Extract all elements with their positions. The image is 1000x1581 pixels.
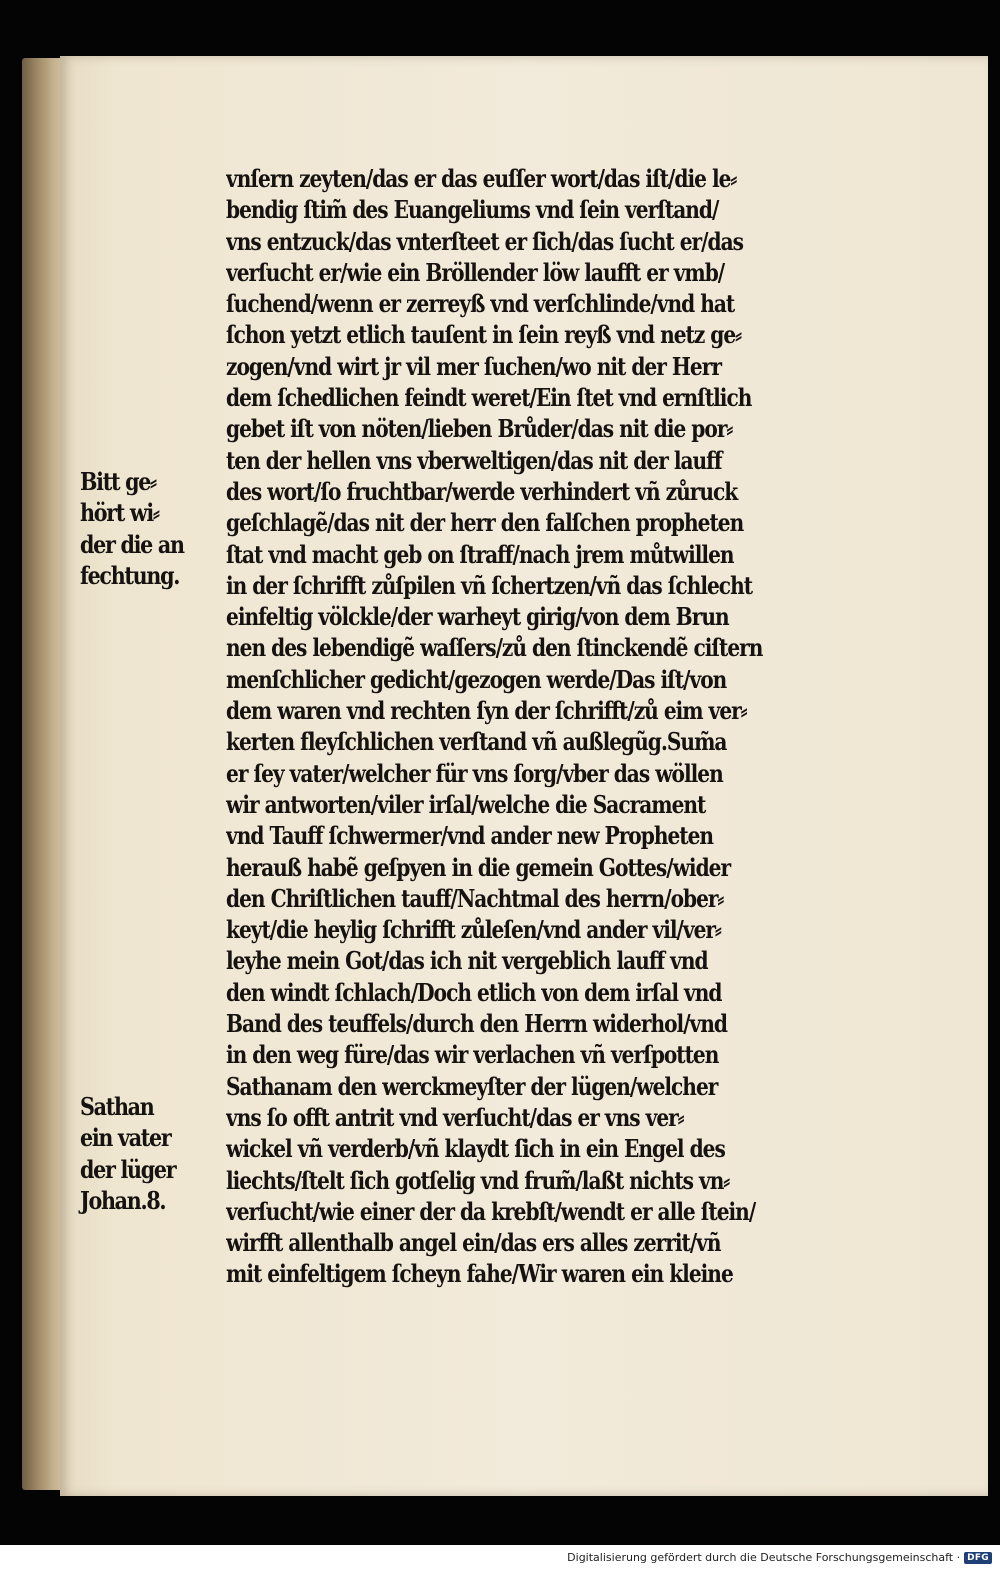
text-line: wickel vñ verderb/vñ klaydt ſich in ein Engel des bbox=[226, 1134, 725, 1164]
main-text-block bbox=[226, 163, 916, 1290]
text-line: liechts/ſtelt ſich gotſelig vnd frum̃/laßt nichts vn⸗ bbox=[226, 1165, 730, 1195]
text-line: leyhe mein Got/das ich nit vergeblich lauff vnd bbox=[226, 946, 708, 976]
digitization-credit bbox=[567, 1551, 992, 1564]
text-line: einfeltig völckle/der warheyt girig/von dem Brun bbox=[226, 602, 729, 632]
text-line: Band des teuffels/durch den Herrn widerhol/vnd bbox=[226, 1009, 728, 1039]
text-line: Sathanam den werckmeyſter der lügen/welcher bbox=[226, 1071, 718, 1101]
text-line: wirfft allenthalb angel ein/das ers alles zerrit/vñ bbox=[226, 1228, 721, 1258]
margin-note-line: Johan.8. bbox=[80, 1185, 166, 1215]
text-line: gebet iſt von nöten/lieben Brůder/das nit die por⸗ bbox=[226, 414, 733, 444]
text-line: keyt/die heylig ſchrifft zůleſen/vnd ander vil/ver⸗ bbox=[226, 915, 721, 945]
text-line: des wort/ſo fruchtbar/werde verhindert vñ zůruck bbox=[226, 476, 738, 506]
text-line: bendig ſtim̃ des Euangeliums vnd ſein verſtand/ bbox=[226, 195, 719, 225]
margin-note-prayer bbox=[80, 466, 220, 591]
text-line: den Chriſtlichen tauff/Nachtmal des herrn/ober⸗ bbox=[226, 883, 724, 913]
text-line: in der ſchrifft zůſpilen vñ ſchertzen/vñ das ſchlecht bbox=[226, 570, 753, 600]
text-line: vns entzuck/das vnterſteet er ſich/das ſucht er/das bbox=[226, 226, 744, 256]
margin-note-line: Bitt ge⸗ bbox=[80, 467, 156, 496]
text-line: wir antworten/viler irſal/welche die Sacrament bbox=[226, 789, 706, 819]
text-line: nen des lebendigẽ waſſers/zů den ſtinckendẽ ciſtern bbox=[226, 633, 763, 663]
text-line: herauß habẽ geſpyen in die gemein Gottes/wider bbox=[226, 852, 731, 882]
text-line: er ſey vater/welcher für vns ſorg/vber das wöllen bbox=[226, 758, 723, 788]
text-line: zogen/vnd wirt jr vil mer ſuchen/wo nit der Herr bbox=[226, 351, 721, 381]
text-line: vnd Tauff ſchwermer/vnd ander new Propheten bbox=[226, 821, 714, 851]
credit-text: Digitalisierung gefördert durch die Deutsche Forschungsgemeinschaft · bbox=[567, 1551, 961, 1564]
text-line: in den weg füre/das wir verlachen vñ verſpotten bbox=[226, 1040, 719, 1070]
margin-note-line: der lüger bbox=[80, 1154, 176, 1184]
margin-note-line: ein vater bbox=[80, 1123, 171, 1153]
text-line: vnſern zeyten/das er das euſſer wort/das iſt/die le⸗ bbox=[226, 164, 737, 193]
margin-note-line: Sathan bbox=[80, 1092, 154, 1121]
dfg-logo: DFG bbox=[964, 1552, 992, 1564]
margin-note-line: fechtung. bbox=[80, 560, 180, 590]
text-line: dem ſchedlichen feindt weret/Ein ſtet vnd ernſtlich bbox=[226, 383, 752, 413]
text-line: verſucht er/wie ein Bröllender löw laufft er vmb/ bbox=[226, 257, 725, 287]
text-line: ten der hellen vns vberweltigen/das nit der lauff bbox=[226, 445, 722, 475]
text-line: den windt ſchlach/Doch etlich von dem irſal vnd bbox=[226, 977, 722, 1007]
text-line: mit einfeltigem ſcheyn fahe/Wir waren ein kleine bbox=[226, 1259, 733, 1289]
text-line: vns ſo offt antrit vnd verſucht/das er vns ver⸗ bbox=[226, 1102, 684, 1132]
text-line: ſchon yetzt etlich tauſent in ſein reyß vnd netz ge⸗ bbox=[226, 320, 741, 350]
text-line: dem waren vnd rechten ſyn der ſchrifft/zů eim ver⸗ bbox=[226, 696, 747, 726]
margin-note-line: hört wi⸗ bbox=[80, 498, 159, 528]
text-line: ſtat vnd macht geb on ſtraff/nach jrem můtwillen bbox=[226, 539, 734, 569]
text-line: ſuchend/wenn er zerreyß vnd verſchlinde/vnd hat bbox=[226, 289, 735, 319]
text-line: menſchlicher gedicht/gezogen werde/Das iſt/von bbox=[226, 664, 727, 694]
text-line: verſucht/wie einer der da krebſt/wendt er alle ſtein/ bbox=[226, 1196, 756, 1226]
margin-note-satan bbox=[80, 1091, 220, 1216]
text-line: geſchlagẽ/das nit der herr den falſchen propheten bbox=[226, 508, 744, 538]
text-line: kerten fleyſchlichen verſtand vñ außlegũg.Sum̃a bbox=[226, 727, 727, 757]
margin-note-line: der die an bbox=[80, 529, 184, 559]
